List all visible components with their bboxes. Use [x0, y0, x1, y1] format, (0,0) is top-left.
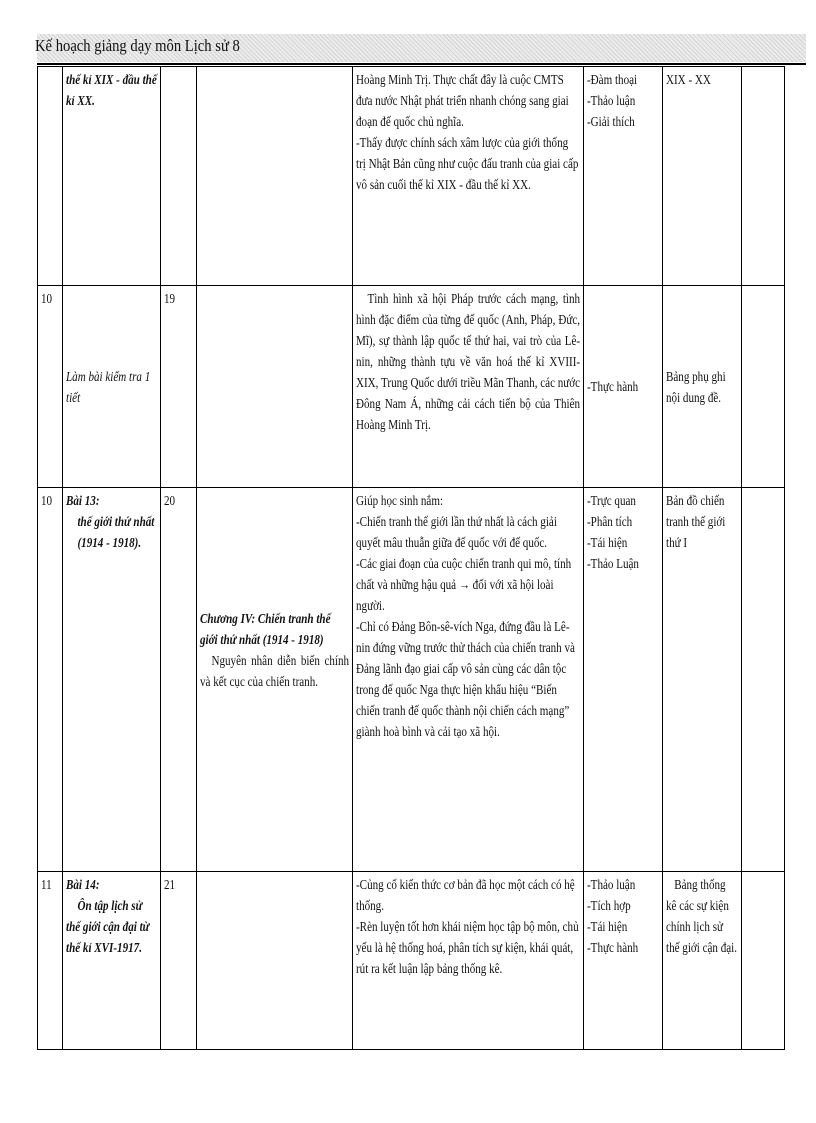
period-cell: 21 — [161, 872, 197, 1050]
chapter-cell — [197, 67, 353, 286]
notes-cell — [742, 488, 785, 872]
period-cell — [161, 67, 197, 286]
week-cell: 10 — [38, 488, 63, 872]
chapter-cell — [197, 488, 353, 872]
page-header-title: Kế hoạch giảng dạy môn Lịch sử 8 — [35, 36, 240, 55]
methods-cell: -Thực hành — [584, 286, 663, 488]
materials-cell: XIX - XX — [663, 67, 742, 286]
period-cell: 20 — [161, 488, 197, 872]
lesson-title: Ôn tập lịch sử thế giới cận đại từ thế kỉ XVI-1917. — [66, 898, 150, 955]
table-row — [38, 872, 785, 1050]
chapter-title: Chương IV: Chiến tranh thế giới thứ nhất (1914 - 1918) — [200, 611, 331, 647]
methods-cell: -Đàm thoại -Thảo luận -Giải thích — [584, 67, 663, 286]
chapter-summary: Nguyên nhân diễn biến chính và kết cục của chiến tranh. — [200, 653, 350, 689]
lesson-cell: Làm bài kiểm tra 1 tiết — [63, 286, 161, 488]
objectives-cell: Hoàng Minh Trị. Thực chất đây là cuộc CMTS đưa nước Nhật phát triển nhanh chóng sang giai đoạn đế quốc chủ nghĩa. -Thấy được chính sách xâm lược của giới thống trị Nhật Bản cũng như cuộc đấu tranh của giai cấp vô sản cuối thế kỉ XIX - đầu thế kỉ XX. — [353, 67, 584, 286]
objectives-cell: Giúp học sinh nắm: -Chiến tranh thế giới lần thứ nhất là cách giải quyết mâu thuẫn giữa đế quốc với đế quốc. -Các giai đoạn của cuộc chiến tranh qui mô, tính chất và những hậu quả → đối với xã hội loài người. -Chỉ có Đảng Bôn-sê-vích Nga, đứng đầu là Lê-nin đứng vững trước thử thách của chiến tranh và Đảng lãnh đạo giai cấp vô sản cùng các dân tộc trong đế quốc Nga thực hiện khẩu hiệu “Biến chiến tranh đế quốc thành nội chiến cách mạng” giành hoà bình và cải tạo xã hội. — [353, 488, 584, 872]
methods-cell: -Trực quan -Phân tích -Tái hiện -Thảo Luận — [584, 488, 663, 872]
table-row — [38, 488, 785, 872]
notes-cell — [742, 872, 785, 1050]
methods-cell: -Thảo luận -Tích hợp -Tái hiện -Thực hành — [584, 872, 663, 1050]
materials-cell: Bản đồ chiến tranh thế giới thứ I — [663, 488, 742, 872]
week-cell — [38, 67, 63, 286]
lesson-number: Bài 13: — [66, 493, 100, 508]
notes-cell — [742, 67, 785, 286]
lesson-cell — [63, 488, 161, 872]
week-cell: 11 — [38, 872, 63, 1050]
lesson-number: Bài 14: — [66, 877, 100, 892]
notes-cell — [742, 286, 785, 488]
table-row — [38, 67, 785, 286]
week-cell: 10 — [38, 286, 63, 488]
lesson-title: thế giới thứ nhất (1914 - 1918). — [77, 514, 155, 550]
chapter-cell — [197, 286, 353, 488]
lesson-cell — [63, 872, 161, 1050]
objectives-cell: -Củng cố kiến thức cơ bản đã học một cách có hệ thống. -Rèn luyện tốt hơn khái niệm học tập bộ môn, chủ yếu là hệ thống hoá, phân tích sự kiện, khái quát, rút ra kết luận lập bảng thống kê. — [353, 872, 584, 1050]
chapter-cell — [197, 872, 353, 1050]
period-cell: 19 — [161, 286, 197, 488]
materials-cell: Bảng thống kê các sự kiện chính lịch sử thế giới cận đại. — [663, 872, 742, 1050]
header-rule — [37, 63, 806, 65]
table-row — [38, 286, 785, 488]
objectives-cell: Tình hình xã hội Pháp trước cách mạng, tình hình đặc điểm của từng đế quốc (Anh, Pháp, Đức, Mĩ), sự thành lập quốc tế thứ hai, vai trò của Lê-nin, những thành tựu về văn hoá thế kỉ XVIII-XIX, Trung Quốc dưới triều Mãn Thanh, các nước Đông Nam Á, những cải cách tiến bộ của Thiên Hoàng Minh Trị. — [353, 286, 584, 488]
lesson-cell: thế kỉ XIX - đầu thế kỉ XX. — [63, 67, 161, 286]
lesson-plan-table — [37, 66, 785, 1050]
materials-cell: Bảng phụ ghi nội dung đề. — [663, 286, 742, 488]
